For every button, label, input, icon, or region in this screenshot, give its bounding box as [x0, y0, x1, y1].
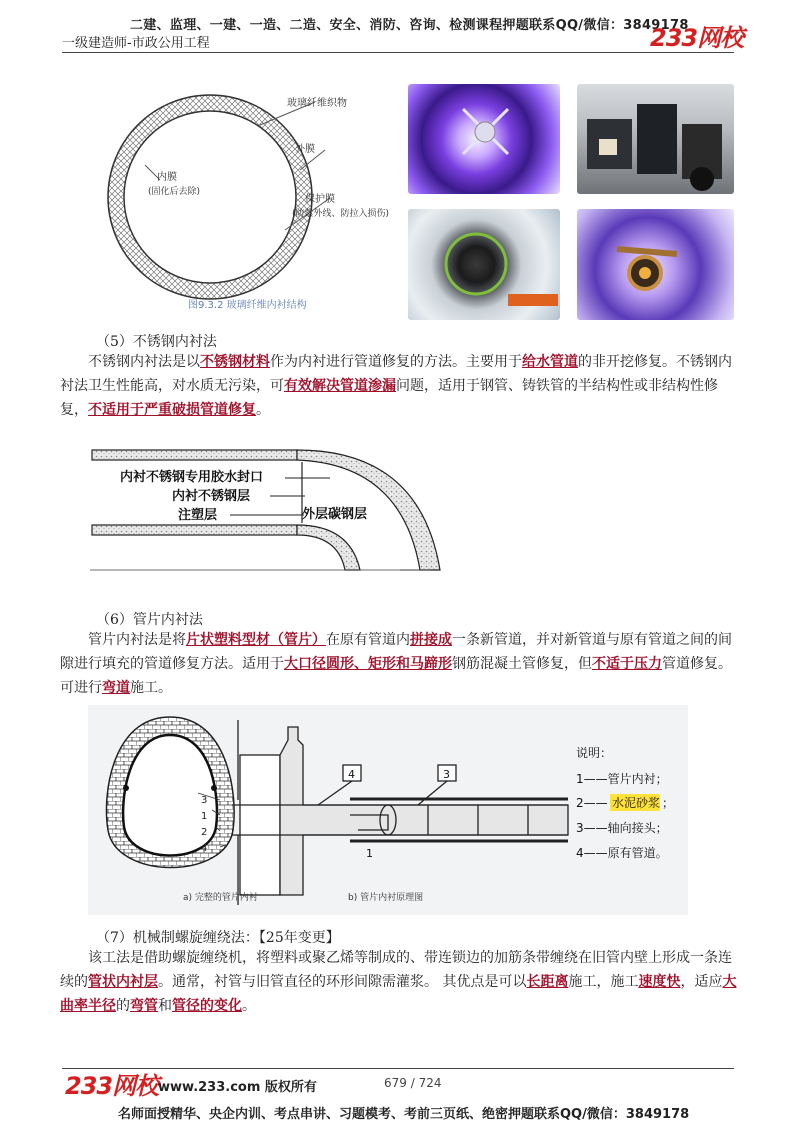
legend-2-suffix: ； — [662, 796, 675, 810]
highlight-term: 不适于压力 — [592, 656, 662, 672]
label-outer-steel: 外层碳钢层 — [302, 507, 368, 522]
footer-site[interactable]: www.233.com 版权所有 — [158, 1080, 317, 1095]
text-span: 不锈钢内衬法是以 — [88, 354, 200, 370]
label-inner-film-note: (固化后去除) — [148, 187, 201, 197]
header-promo: 二建、监理、一建、一造、二造、安全、消防、咨询、检测课程押题联系QQ/微信：3849178 — [130, 18, 689, 33]
text-span: 的 — [116, 998, 130, 1014]
text-span: 作为内衬进行管道修复的方法。主要用于 — [270, 354, 522, 370]
highlight-term: 长距离 — [526, 974, 569, 990]
left-num-1: 1 — [201, 811, 208, 822]
page-number: 679 / 724 — [384, 1076, 442, 1090]
section7-paragraph — [60, 946, 740, 1018]
text-span: 的非开挖修复。不锈钢内衬法卫生性能高，对水质无污染，可 — [60, 354, 732, 394]
text-span: 问题，适用于钢管、铸铁管的半结构性或非结构性修复， — [60, 378, 718, 418]
highlight-term: 片状塑料型材（管片） — [186, 632, 326, 648]
footer-rule — [62, 1068, 734, 1069]
highlight-term: 拼接成 — [410, 632, 452, 648]
label-seal: 内衬不锈钢专用胶水封口 — [120, 470, 264, 485]
caption-b: b) 管片内衬原理图 — [348, 893, 424, 903]
text-span: 施工，施工 — [568, 974, 639, 990]
highlight-term: 不锈钢材料 — [200, 354, 270, 370]
photo-machinery — [577, 84, 734, 194]
text-span: 管道修复。可进行 — [60, 656, 732, 696]
label-grout: 注塑层 — [178, 508, 218, 523]
legend-2-prefix: 2—— — [576, 796, 608, 810]
highlight-term: 大口径圆形、矩形和马蹄形 — [284, 656, 452, 672]
legend-3: 3——轴向接头； — [576, 821, 668, 835]
text-span: 在原有管道内 — [326, 632, 410, 648]
header-logo: 233网校 — [650, 24, 744, 52]
segment-lining-diagram — [88, 705, 688, 915]
photo-spiral-pipe — [408, 84, 560, 194]
highlight-term: 管径的变化 — [172, 998, 242, 1014]
legend-1: 1——管片内衬； — [576, 772, 668, 786]
right-num-3: 3 — [443, 768, 450, 781]
header-rule — [62, 52, 734, 53]
legend-4: 4——原有管道。 — [576, 846, 668, 860]
right-num-4: 4 — [348, 768, 355, 781]
label-glass-fabric: 玻璃纤维织物 — [287, 98, 347, 109]
legend-2-text: 水泥砂浆 — [612, 796, 661, 810]
text-span: ，适应 — [680, 974, 723, 990]
legend-title: 说明： — [576, 746, 613, 760]
left-num-3: 3 — [201, 795, 208, 806]
section6-heading: （6）管片内衬法 — [96, 612, 203, 628]
text-span: 施工。 — [130, 680, 172, 696]
text-span: 管片内衬法是将 — [88, 632, 186, 648]
label-protect-note: (防紫外线、防拉入损伤) — [292, 209, 390, 219]
highlight-term: 不适用于严重破损管道修复 — [88, 402, 256, 418]
text-span: 该工法是借助螺旋缠绕机，将塑料或聚乙烯等制成的、带连锁边的加筋条带缠绕在旧管内壁上形成一条连续的 — [60, 950, 732, 990]
highlight-term: 有效解决管道渗漏 — [284, 378, 396, 394]
text-span: 钢筋混凝土管修复，但 — [452, 656, 592, 672]
section7-heading: （7）机械制螺旋缠绕法：【25年变更】 — [96, 930, 340, 946]
glass-fiber-lining-figure — [100, 80, 400, 320]
label-liner: 内衬不锈钢层 — [172, 489, 251, 504]
left-num-2: 2 — [201, 827, 208, 838]
section6-paragraph — [60, 628, 740, 700]
section5-paragraph — [60, 350, 740, 422]
highlight-term: 管状内衬层 — [88, 974, 158, 990]
highlight-term: 速度快 — [638, 974, 681, 990]
label-outer-film: 外膜 — [295, 144, 315, 155]
text-span: 和 — [158, 998, 172, 1014]
section5-heading: （5）不锈钢内衬法 — [96, 334, 217, 350]
text-span: 。 — [256, 402, 270, 418]
footer-promo: 名师面授精华、央企内训、考点串讲、习题模考、考前三页纸、绝密押题联系QQ/微信：3849178 — [118, 1107, 690, 1122]
highlight-term: 大曲率半径 — [60, 974, 737, 1014]
label-inner-film: 内膜 — [157, 172, 177, 183]
stainless-lining-diagram — [90, 430, 460, 590]
highlight-term: 弯道 — [102, 680, 130, 696]
right-num-1: 1 — [366, 847, 373, 860]
photo-pipe-liner — [408, 209, 560, 320]
text-span: 。 — [242, 998, 256, 1014]
footer-logo: 233网校 — [65, 1072, 159, 1100]
figure-caption: 图9.3.2 玻璃纤维内衬结构 — [188, 300, 307, 311]
left-num-4: 4 — [201, 843, 208, 854]
header-subject: 一级建造师-市政公用工程 — [62, 36, 210, 51]
label-protect: 保护膜 — [305, 194, 335, 205]
text-span: 一条新管道，并对新管道与原有管道之间的间隙进行填充的管道修复方法。适用于 — [60, 632, 732, 672]
photo-winding-head — [577, 209, 734, 320]
highlight-term: 给水管道 — [522, 354, 578, 370]
text-span: 。通常，衬管与旧管直径的环形间隙需灌浆。 其优点是可以 — [158, 974, 527, 990]
caption-a: a) 完整的管片内衬 — [183, 893, 258, 903]
highlight-term: 弯管 — [130, 998, 158, 1014]
